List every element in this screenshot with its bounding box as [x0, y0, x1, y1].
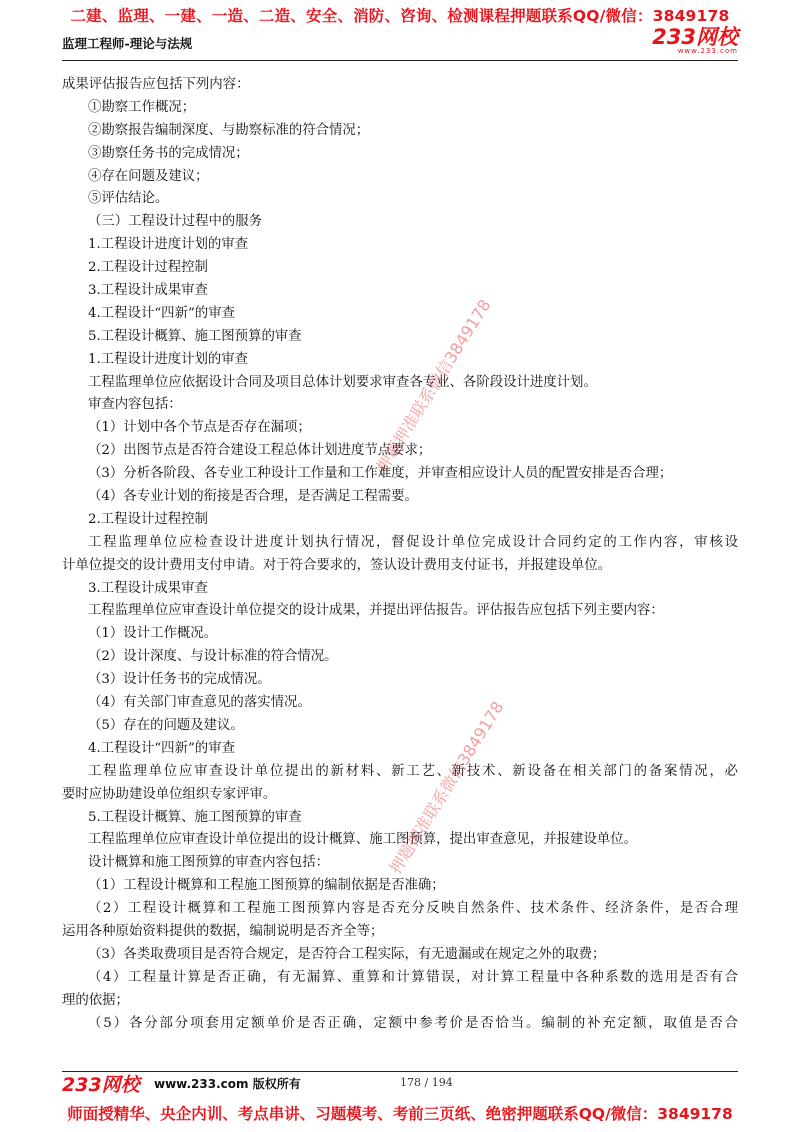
- text-line: ⑤评估结论。: [88, 191, 169, 207]
- text-line: 运用各种原始资料提供的数据，编制说明是否齐全等；: [62, 923, 384, 939]
- text-line: （5）各分部分项套用定额单价是否正确，定额中参考价是否恰当。编制的补充定额，取值是否合: [88, 1015, 738, 1031]
- text-line: 4.工程设计“四新”的审查: [88, 305, 235, 321]
- text-line: 审查内容包括：: [88, 397, 182, 413]
- text-line: 设计概算和施工图预算的审查内容包括：: [88, 855, 330, 871]
- text-line: ④存在问题及建议；: [88, 168, 209, 184]
- text-line: 1.工程设计进度计划的审查: [88, 351, 249, 367]
- footer-logo: 233网校: [62, 1074, 140, 1096]
- text-line: 工程监理单位应审查设计单位提出的新材料、新工艺、新技术、新设备在相关部门的备案情况，必: [88, 763, 738, 779]
- text-line: （4）有关部门审查意见的落实情况。: [88, 695, 311, 711]
- text-line: 工程监理单位应检查设计进度计划执行情况，督促设计单位完成设计合同约定的工作内容，审核设: [88, 534, 738, 550]
- site-logo-url: www.233.com: [677, 47, 738, 55]
- text-line: 要时应协助建设单位组织专家评审。: [62, 786, 277, 802]
- text-line: 3.工程设计成果审查: [88, 283, 208, 299]
- text-line: 5.工程设计概算、施工图预算的审查: [88, 328, 302, 344]
- text-line: （4）各专业计划的衔接是否合理，是否满足工程需要。: [88, 489, 418, 505]
- text-line: 4.工程设计“四新”的审查: [88, 740, 235, 756]
- watermark: 押题押准联系微信3849178: [372, 296, 495, 476]
- text-line: 5.工程设计概算、施工图预算的审查: [88, 809, 302, 825]
- text-line: （2）工程设计概算和工程施工图预算内容是否充分反映自然条件、技术条件、经济条件，是否合理: [88, 901, 738, 917]
- text-line: （3）设计任务书的完成情况。: [88, 672, 271, 688]
- text-line: （2）出图节点是否符合建设工程总体计划进度节点要求；: [88, 443, 432, 459]
- footer-copyright: www.233.com 版权所有: [154, 1077, 301, 1091]
- bottom-promo-banner: 师面授精华、央企内训、考点串讲、习题模考、考前三页纸、绝密押题联系QQ/微信：3849178: [67, 1105, 733, 1123]
- text-line: （4）工程量计算是否正确，有无漏算、重算和计算错误，对计算工程量中各种系数的选用是否有合: [88, 969, 738, 985]
- site-logo-main: 233网校: [652, 25, 738, 49]
- text-line: （1）设计工作概况。: [88, 626, 218, 642]
- text-line: 成果评估报告应包括下列内容：: [62, 77, 250, 92]
- text-line: （1）工程设计概算和工程施工图预算的编制依据是否准确；: [88, 878, 445, 894]
- text-line: 理的依据；: [62, 992, 129, 1008]
- header-divider: [62, 60, 738, 61]
- text-line: ①勘察工作概况；: [88, 99, 196, 115]
- text-line: （三）工程设计过程中的服务: [88, 214, 263, 230]
- header-title: 监理工程师-理论与法规: [62, 36, 193, 51]
- watermark: 押题押准联系微信3849178: [385, 698, 508, 878]
- page-number: 178 / 194: [400, 1076, 453, 1089]
- text-line: 2.工程设计过程控制: [88, 511, 208, 527]
- text-line: 工程监理单位应审查设计单位提出的设计概算、施工图预算，提出审查意见，并报建设单位。: [88, 832, 638, 848]
- text-line: 3.工程设计成果审查: [88, 580, 208, 596]
- text-line: （3）各类取费项目是否符合规定，是否符合工程实际，有无遗漏或在规定之外的取费；: [88, 946, 606, 962]
- text-line: 1.工程设计进度计划的审查: [88, 237, 249, 253]
- text-line: （1）计划中各个节点是否存在漏项；: [88, 420, 311, 436]
- text-line: ③勘察任务书的完成情况；: [88, 145, 249, 161]
- text-line: （2）设计深度、与设计标准的符合情况。: [88, 649, 338, 665]
- text-line: 计单位提交的设计费用支付申请。对于符合要求的，签认设计费用支付证书，并报建设单位。: [62, 557, 612, 573]
- text-line: （3）分析各阶段、各专业工种设计工作量和工作难度，并审查相应设计人员的配置安排是否合理；: [88, 466, 673, 482]
- page-header: [62, 25, 738, 56]
- top-promo-banner: 二建、监理、一建、一造、二造、安全、消防、咨询、检测课程押题联系QQ/微信：3849178: [70, 7, 730, 25]
- text-line: ②勘察报告编制深度、与勘察标准的符合情况；: [88, 122, 370, 138]
- text-line: （5）存在的问题及建议。: [88, 717, 244, 733]
- text-line: 工程监理单位应审查设计单位提交的设计成果，并提出评估报告。评估报告应包括下列主要内容：: [88, 603, 664, 619]
- document-body: [62, 74, 738, 1035]
- page-footer: [62, 1072, 738, 1094]
- text-line: 工程监理单位应依据设计合同及项目总体计划要求审查各专业、各阶段设计进度计划。: [88, 374, 597, 390]
- site-logo: [652, 26, 738, 55]
- text-line: 2.工程设计过程控制: [88, 260, 208, 276]
